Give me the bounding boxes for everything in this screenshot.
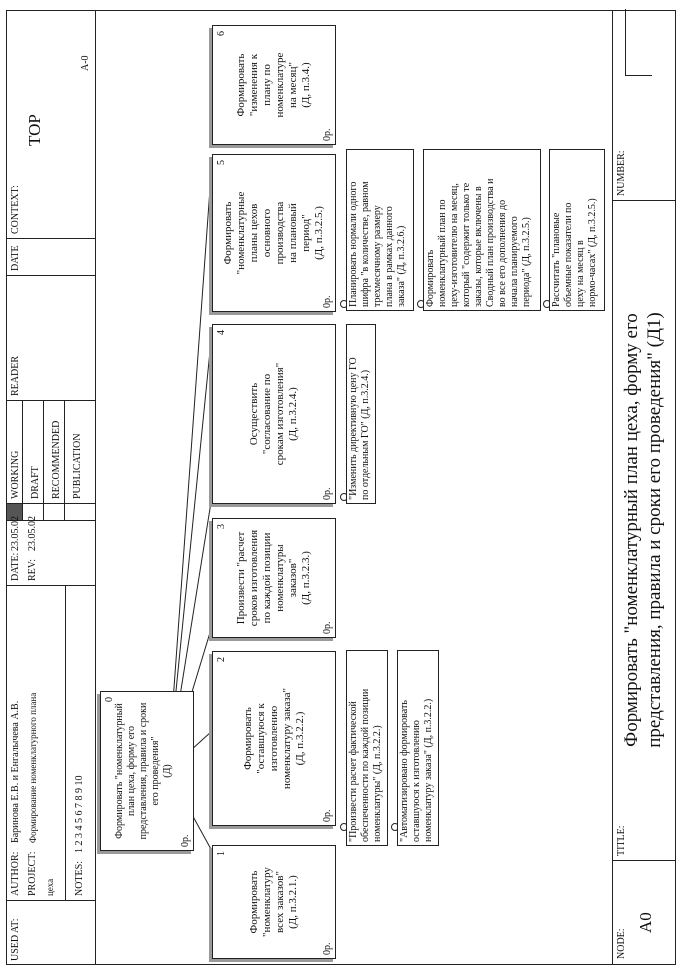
activity-text: Формировать "номенклатуру всех заказов" (Д, п.3.2.1.) xyxy=(248,867,299,937)
footer-top-rule xyxy=(612,10,613,965)
status-working: WORKING xyxy=(10,450,21,499)
activity-number: 5 xyxy=(216,160,227,165)
activity-box-5[interactable] xyxy=(212,154,336,312)
rev-value: 23.05.02 xyxy=(27,516,38,551)
notes-label: NOTES: xyxy=(74,861,85,896)
activity-number: 4 xyxy=(216,330,227,335)
activity-text: Формировать "оставшуюся к изготовлению номенклатуру заказа" (Д, п.3.2.2.) xyxy=(241,687,306,790)
activity-op: 0р. xyxy=(322,295,333,308)
context-node: A-0 xyxy=(80,55,91,71)
activity-number: 2 xyxy=(216,657,227,662)
parent-activity-op: 0р. xyxy=(180,834,191,847)
activity-text: Осуществить "согласование по срокам изготовления" (Д, п.3.2.4.) xyxy=(248,362,299,466)
project-label: PROJECT: xyxy=(27,851,38,896)
parent-activity-number: 0 xyxy=(104,697,115,702)
parent-activity-text: Формировать "номенклатурный план цеха, форму его представления, правила и сроки его проведения" (Д) xyxy=(114,702,173,840)
activity-op: 0р. xyxy=(322,128,333,141)
number-label: NUMBER: xyxy=(616,150,627,196)
status-publication: PUBLICATION xyxy=(72,433,83,499)
project-value-line1: Формирование номенклатурного плана xyxy=(28,692,38,843)
reader-label: READER xyxy=(10,356,21,396)
activity-text: Произвести "расчет сроков изготовления по каждой позиции номенклатуры заказов" (Д, п.3.2.3.) xyxy=(235,529,312,627)
activity-op: 0р. xyxy=(322,487,333,500)
rev-label: REV: xyxy=(27,558,38,581)
activity-number: 1 xyxy=(216,851,227,856)
activity-op: 0р. xyxy=(322,809,333,822)
author-value: Баринова Е.В. и Енгалычева А.В. xyxy=(10,700,21,843)
note-box-4: Планировать нормали одного шифра "в количестве, равном трехмесячному размеру плана в рамках данного заказа" (Д, п.3.2.6.) xyxy=(346,149,414,311)
parent-activity-box[interactable] xyxy=(100,691,194,851)
used-at-label: USED AT: xyxy=(10,918,21,961)
reader-date-label: DATE xyxy=(10,245,21,271)
node-value: A0 xyxy=(636,912,655,933)
activity-box-1[interactable] xyxy=(212,845,336,959)
note-box-5: Формировать номенклатурный план по цеху-изготовителю на месяц, который "содержит только те заказы, которые включены в Сводный план производства и во все его дополнения до начала планируемого периода" (Д, п.3.2.5.) xyxy=(423,149,541,311)
activity-number: 3 xyxy=(216,524,227,529)
activity-box-4[interactable] xyxy=(212,324,336,504)
corner-cutout xyxy=(625,9,652,76)
date-value: 23.05.02 xyxy=(10,516,21,551)
activity-text: Формировать "номенклатурные планы цехов основного производства на плановый период" (Д, п.3.2.5.) xyxy=(222,191,325,275)
author-label: AUTHOR: xyxy=(10,851,21,896)
note-box-2: "Автоматизировано формировать оставшуюся к изготовлению номенклатуру заказа" (Д, п.3.2.2.) xyxy=(397,650,439,846)
footer-divider xyxy=(612,860,676,861)
node-label: NODE: xyxy=(616,928,627,959)
notes-value: 1 2 3 4 5 6 7 8 9 10 xyxy=(74,775,85,853)
activity-text: Формировать "изменения к плану по номенклатуре на месяц" (Д, п.3.4.) xyxy=(235,52,312,118)
activity-box-2[interactable] xyxy=(212,651,336,826)
status-recommended: RECOMMENDED xyxy=(51,420,62,499)
activity-box-6[interactable] xyxy=(212,25,336,145)
status-draft: DRAFT xyxy=(30,466,41,499)
diagram-title-line1: Формировать "номенклатурный план цеха, форму его xyxy=(621,313,642,747)
connector-line-6 xyxy=(168,161,212,771)
note-box-6: Рассчитать "плановые объемные показатели по цеху на месяц в нормо-часах" (Д, п.3.2.5.) xyxy=(549,149,605,311)
activity-number: 6 xyxy=(216,31,227,36)
activity-op: 0р. xyxy=(322,621,333,634)
project-value-line2: цеха xyxy=(45,878,55,896)
title-label: TITLE: xyxy=(616,825,627,856)
date-label: DATE: xyxy=(10,552,21,581)
context-value: TOP xyxy=(25,114,44,146)
activity-box-3[interactable] xyxy=(212,518,336,638)
diagram-title-line2: представления, правила и сроки его проведения" (Д1) xyxy=(644,312,665,748)
note-box-1: "Произвести расчет фактической обеспеченности по каждой позиции номенклатуры" (Д, п.3.2.2.) xyxy=(346,650,388,846)
context-label: CONTEXT: xyxy=(10,185,21,234)
activity-op: 0р. xyxy=(322,942,333,955)
note-box-3: "Изменить директивную цену ГО по отдельным ГО" (Д, п.3.2.4.) xyxy=(346,324,376,504)
